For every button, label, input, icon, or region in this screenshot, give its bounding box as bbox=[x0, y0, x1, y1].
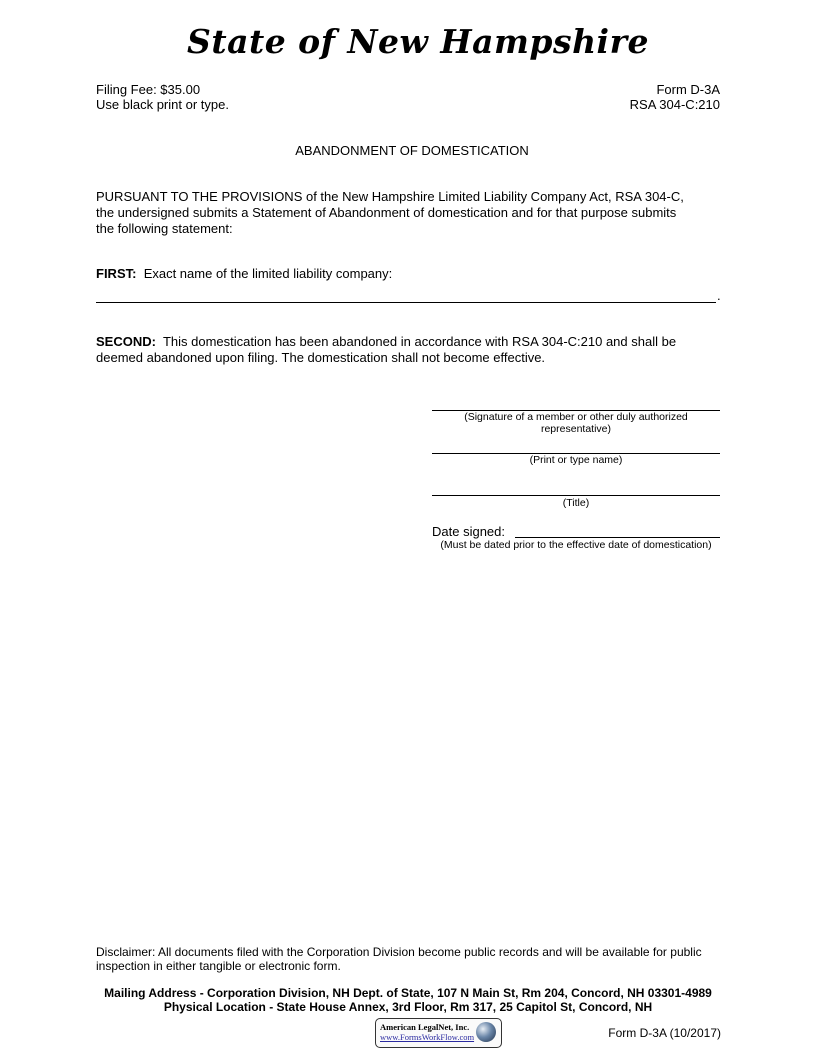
date-signed-label: Date signed: bbox=[432, 524, 505, 539]
second-line1: This domestication has been abandoned in accordance with RSA 304-C:210 and shall be bbox=[162, 334, 677, 349]
form-revision: Form D-3A (10/2017) bbox=[608, 1026, 721, 1040]
intro-line: PURSUANT TO THE PROVISIONS of the New Hampshire Limited Liability Company Act, RSA 304-C, bbox=[96, 189, 684, 204]
disclaimer bbox=[96, 945, 736, 973]
second-line2: deemed abandoned upon filing. The domestication shall not become effective. bbox=[96, 350, 546, 365]
signature-caption: (Signature of a member or other duly authorized representative) bbox=[464, 411, 688, 435]
intro-line: the following statement: bbox=[96, 221, 233, 236]
print-name-caption: (Print or type name) bbox=[529, 454, 623, 466]
disclaimer-line: Disclaimer: All documents filed with the Corporation Division become public records and will be available for public bbox=[96, 945, 702, 959]
document-heading: ABANDONMENT OF DOMESTICATION bbox=[295, 143, 529, 158]
logo-company: American LegalNet, Inc. bbox=[380, 1022, 470, 1032]
second-label: SECOND: bbox=[96, 334, 156, 349]
title-caption: (Title) bbox=[562, 497, 590, 509]
signature-field[interactable] bbox=[432, 396, 720, 411]
print-name-field[interactable] bbox=[432, 439, 720, 454]
logo-url-link[interactable]: www.FormsWorkFlow.com bbox=[380, 1032, 475, 1042]
title-field[interactable] bbox=[432, 481, 720, 496]
first-article bbox=[96, 266, 392, 281]
address-block bbox=[0, 986, 816, 1014]
physical-location: Physical Location - State House Annex, 3rd Floor, Rm 317, 25 Capitol St, Concord, NH bbox=[163, 1000, 653, 1014]
statute-reference: RSA 304-C:210 bbox=[629, 97, 720, 112]
llc-name-terminator: . bbox=[717, 288, 721, 303]
date-signed-field[interactable] bbox=[515, 523, 720, 538]
disclaimer-line: inspection in either tangible or electronic form. bbox=[96, 959, 341, 973]
header-left bbox=[96, 82, 229, 112]
llc-name-field[interactable] bbox=[96, 286, 716, 303]
intro-line: the undersigned submits a Statement of Abandonment of domestication and for that purpose submits bbox=[96, 205, 677, 220]
first-label: FIRST: bbox=[96, 266, 137, 281]
second-article bbox=[96, 334, 726, 366]
state-title: State of New Hampshire bbox=[187, 22, 649, 61]
intro-paragraph bbox=[96, 189, 726, 237]
print-instruction: Use black print or type. bbox=[96, 97, 229, 112]
legalnet-logo[interactable] bbox=[375, 1018, 502, 1048]
filing-fee: Filing Fee: $35.00 bbox=[96, 82, 201, 97]
mailing-address: Mailing Address - Corporation Division, NH Dept. of State, 107 N Main St, Rm 204, Concord, NH 03301-4989 bbox=[104, 986, 712, 1000]
date-note: (Must be dated prior to the effective date of domestication) bbox=[440, 539, 712, 551]
header-right bbox=[520, 82, 720, 112]
globe-icon bbox=[476, 1022, 496, 1042]
first-text: Exact name of the limited liability company: bbox=[143, 266, 393, 281]
form-number: Form D-3A bbox=[656, 82, 720, 97]
